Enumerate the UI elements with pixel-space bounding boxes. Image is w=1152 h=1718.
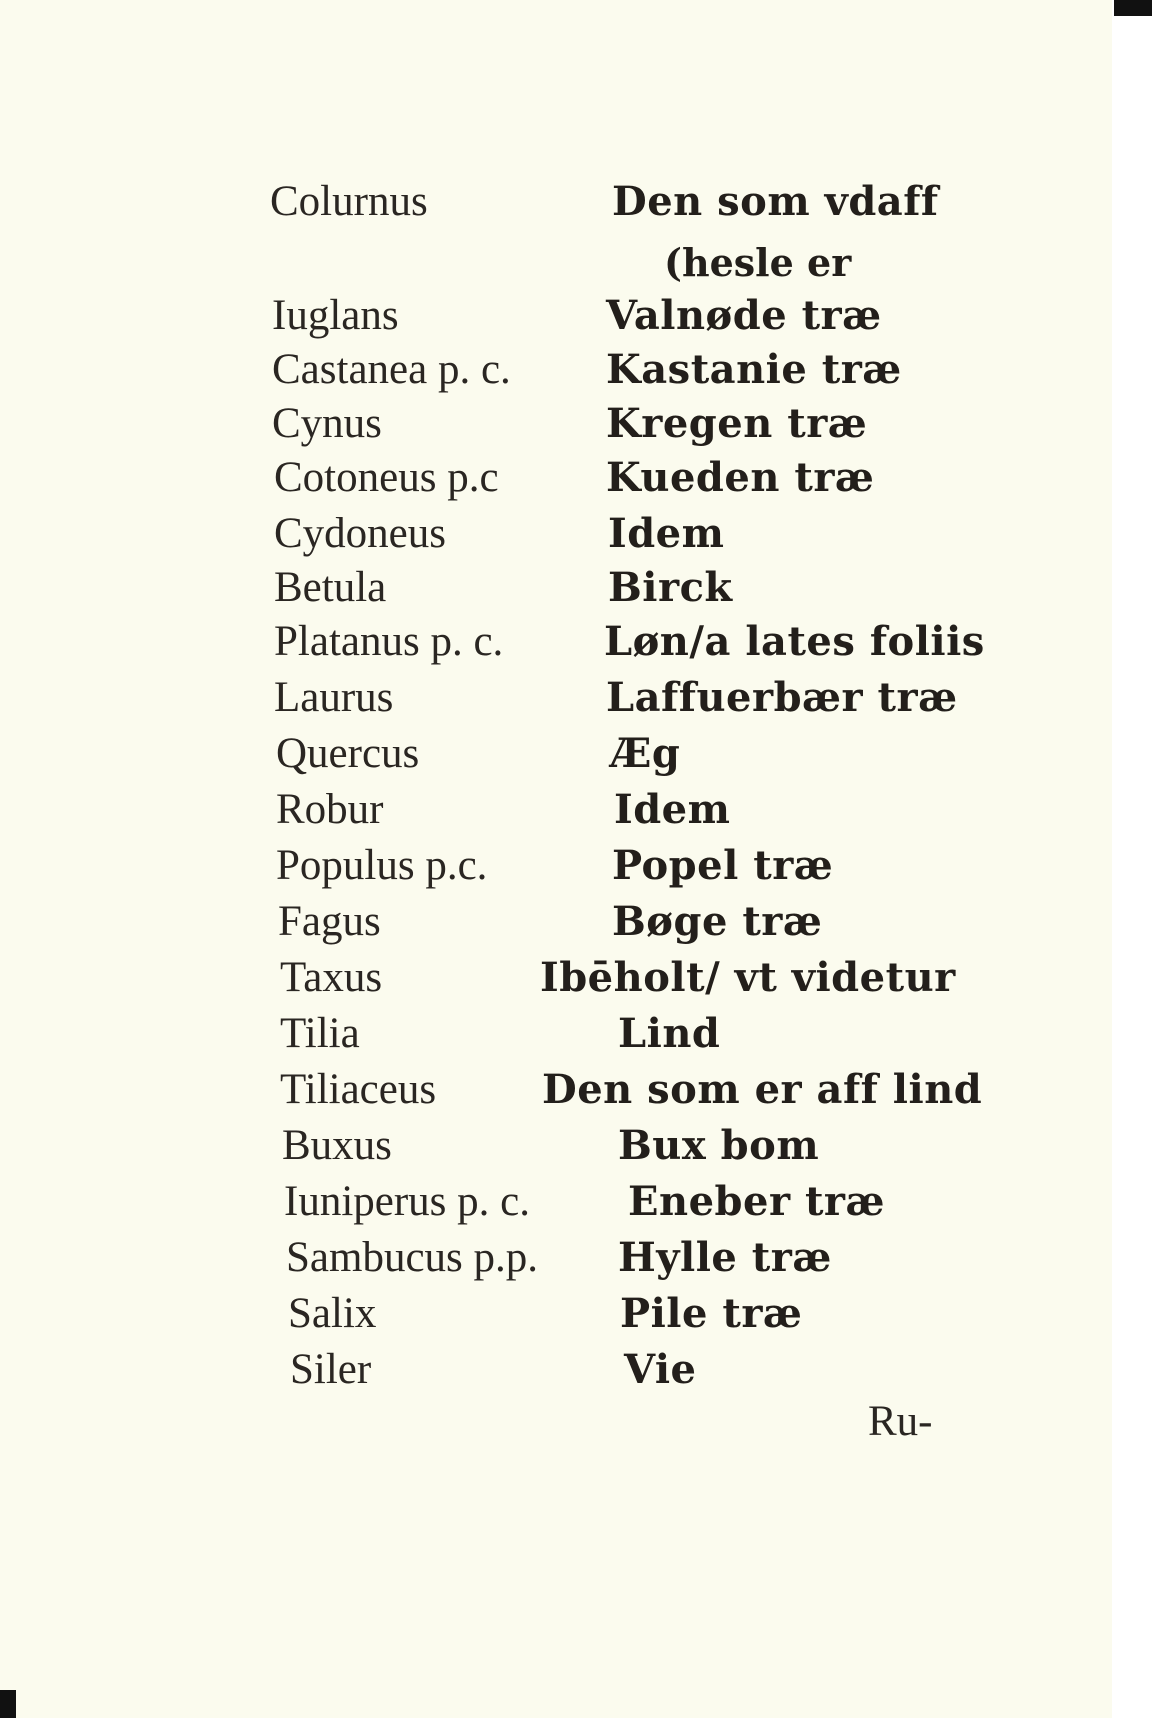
- danish-term: Den som vdaff: [612, 178, 939, 225]
- latin-term: Populus p.c.: [276, 842, 488, 889]
- danish-term: Laffuerbær træ: [606, 674, 958, 721]
- danish-term: Æg: [610, 730, 681, 777]
- danish-term: Hylle træ: [618, 1234, 832, 1281]
- danish-term: Bøge træ: [612, 898, 823, 945]
- latin-term: Cynus: [272, 400, 382, 447]
- latin-term: Fagus: [278, 898, 381, 945]
- danish-term: Valnøde træ: [606, 292, 882, 339]
- latin-term: Cotoneus p.c: [274, 454, 499, 501]
- danish-term: Pile træ: [620, 1290, 803, 1337]
- danish-term: Idem: [614, 786, 731, 833]
- danish-term: Vie: [624, 1346, 697, 1393]
- scan-edge-mark-top: [1114, 0, 1152, 16]
- danish-term: Den som er aff lind: [542, 1066, 983, 1113]
- danish-term: Kastanie træ: [606, 346, 902, 393]
- latin-term: Laurus: [274, 674, 394, 721]
- latin-term: Iuniperus p. c.: [284, 1178, 530, 1225]
- latin-term: Betula: [274, 564, 387, 611]
- latin-term: Buxus: [282, 1122, 392, 1169]
- latin-term: Platanus p. c.: [274, 618, 504, 665]
- danish-term: Lind: [618, 1010, 721, 1057]
- latin-term: Tiliaceus: [280, 1066, 437, 1113]
- danish-term: Birck: [608, 564, 733, 611]
- danish-term: Ibēholt/ vt videtur: [540, 954, 956, 1001]
- danish-term: Løn/a lates foliis: [604, 618, 985, 665]
- latin-term: Taxus: [280, 954, 383, 1001]
- latin-term: Cydoneus: [274, 510, 446, 557]
- latin-term: Salix: [288, 1290, 377, 1337]
- latin-term: Castanea p. c.: [272, 346, 511, 393]
- latin-term: Sambucus p.p.: [286, 1234, 539, 1281]
- danish-term: Idem: [608, 510, 725, 557]
- danish-term: Popel træ: [612, 842, 834, 889]
- latin-term: Quercus: [276, 730, 420, 777]
- danish-term: Kregen træ: [606, 400, 868, 447]
- danish-term-continuation: (hesle er: [664, 240, 852, 285]
- latin-term: Siler: [290, 1346, 372, 1393]
- scan-margin: [1112, 0, 1152, 1718]
- latin-term: Robur: [276, 786, 384, 833]
- danish-term: Kueden træ: [606, 454, 875, 501]
- latin-term: Iuglans: [272, 292, 399, 339]
- danish-term: Eneber træ: [628, 1178, 885, 1225]
- latin-term: Tilia: [280, 1010, 360, 1057]
- latin-term: Colurnus: [270, 178, 428, 225]
- catchword: Ru-: [868, 1398, 933, 1445]
- danish-term: Bux bom: [618, 1122, 820, 1169]
